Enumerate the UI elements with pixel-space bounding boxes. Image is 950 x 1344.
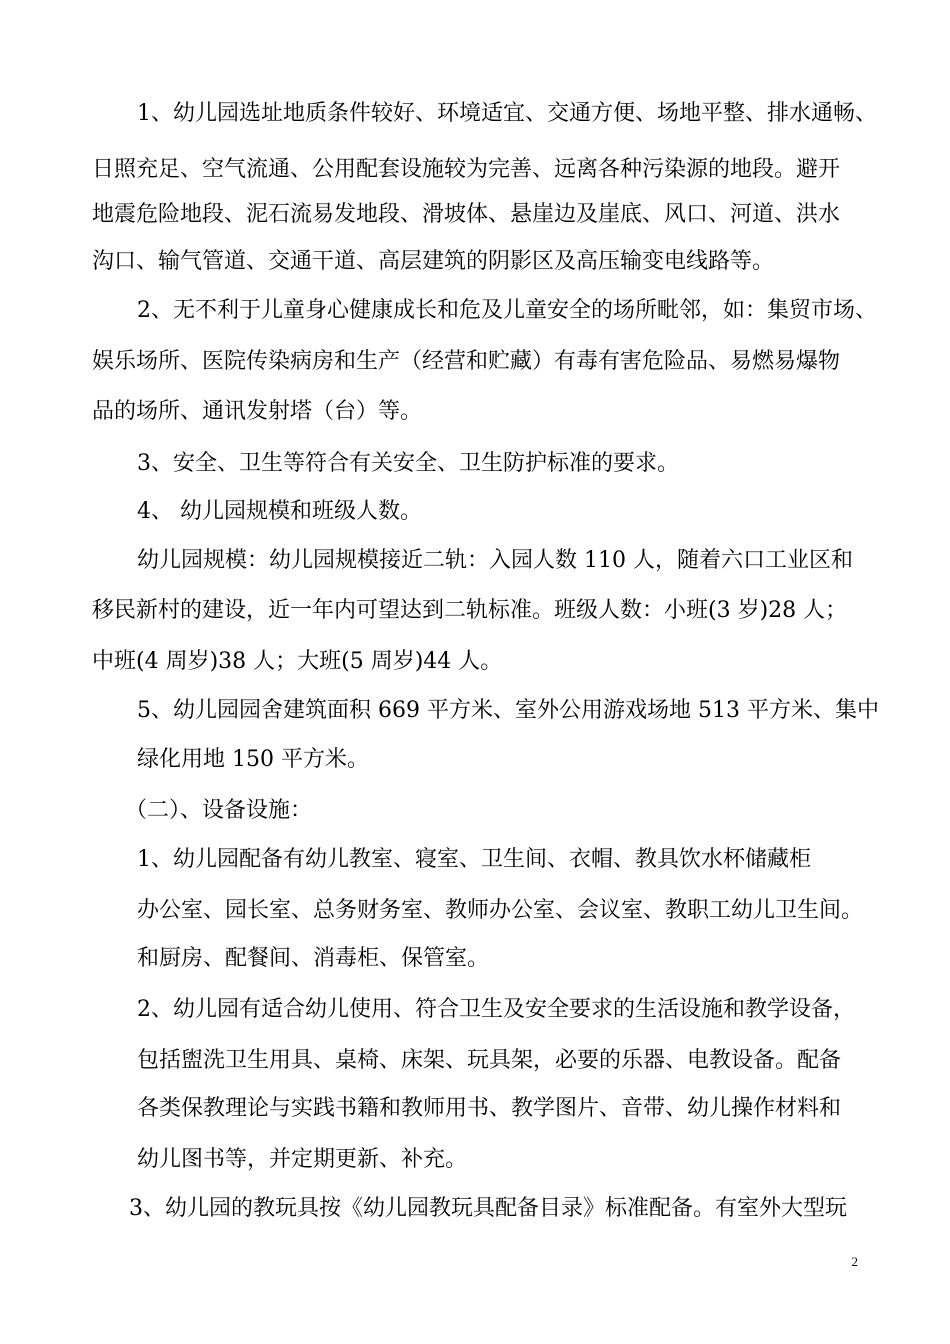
text-line: 1、幼儿园选址地质条件较好、环境适宜、交通方便、场地平整、排水通畅、 xyxy=(137,101,877,126)
text-line: 4、 幼儿园规模和班级人数。 xyxy=(137,499,422,524)
text-line: 品的场所、通讯发射塔（台）等。 xyxy=(92,399,423,424)
text-line: 2、幼儿园有适合幼儿使用、符合卫生及安全要求的生活设施和教学设备， xyxy=(137,997,855,1022)
text-line: 办公室、园长室、总务财务室、教师办公室、会议室、教职工幼儿卫生间。 xyxy=(137,898,864,923)
text-line: 5、幼儿园园舍建筑面积 669 平方米、室外公用游戏场地 513 平方米、集中 xyxy=(137,698,879,723)
text-line: 幼儿图书等，并定期更新、补充。 xyxy=(137,1147,468,1172)
text-line: 包括盥洗卫生用具、桌椅、床架、玩具架，必要的乐器、电教设备。配备 xyxy=(137,1048,842,1073)
text-line: 各类保教理论与实践书籍和教师用书、教学图片、音带、幼儿操作材料和 xyxy=(137,1096,842,1121)
page-number: 2 xyxy=(851,1254,858,1269)
text-line: 地震危险地段、泥石流易发地段、滑坡体、悬崖边及崖底、风口、河道、洪水 xyxy=(92,202,841,227)
text-line: 幼儿园规模：幼儿园规模接近二轨：入园人数 110 人，随着六口工业区和 xyxy=(137,548,853,573)
text-line: 日照充足、空气流通、公用配套设施较为完善、远离各种污染源的地段。避开 xyxy=(92,157,841,182)
text-line: 1、幼儿园配备有幼儿教室、寝室、卫生间、衣帽、教具饮水杯储藏柜 xyxy=(137,847,811,872)
text-line: 娱乐场所、医院传染病房和生产（经营和贮藏）有毒有害危险品、易燃易爆物 xyxy=(92,349,841,374)
text-line: 移民新村的建设，近一年内可望达到二轨标准。班级人数：小班(3 岁)28 人； xyxy=(92,598,848,623)
text-line: 3、幼儿园的教玩具按《幼儿园教玩具配备目录》标准配备。有室外大型玩 xyxy=(129,1196,847,1221)
text-line: 和厨房、配餐间、消毒柜、保管室。 xyxy=(137,946,490,971)
text-line: 沟口、输气管道、交通干道、高层建筑的阴影区及高压输变电线路等。 xyxy=(92,249,775,274)
text-line: 2、无不利于儿童身心健康成长和危及儿童安全的场所毗邻，如：集贸市场、 xyxy=(137,298,877,323)
text-line: 绿化用地 150 平方米。 xyxy=(137,747,369,772)
text-line: 3、安全、卫生等符合有关安全、卫生防护标准的要求。 xyxy=(137,451,679,476)
section-heading: （二）、设备设施： xyxy=(125,798,313,823)
text-line: 中班(4 周岁)38 人；大班(5 周岁)44 人。 xyxy=(92,649,503,674)
